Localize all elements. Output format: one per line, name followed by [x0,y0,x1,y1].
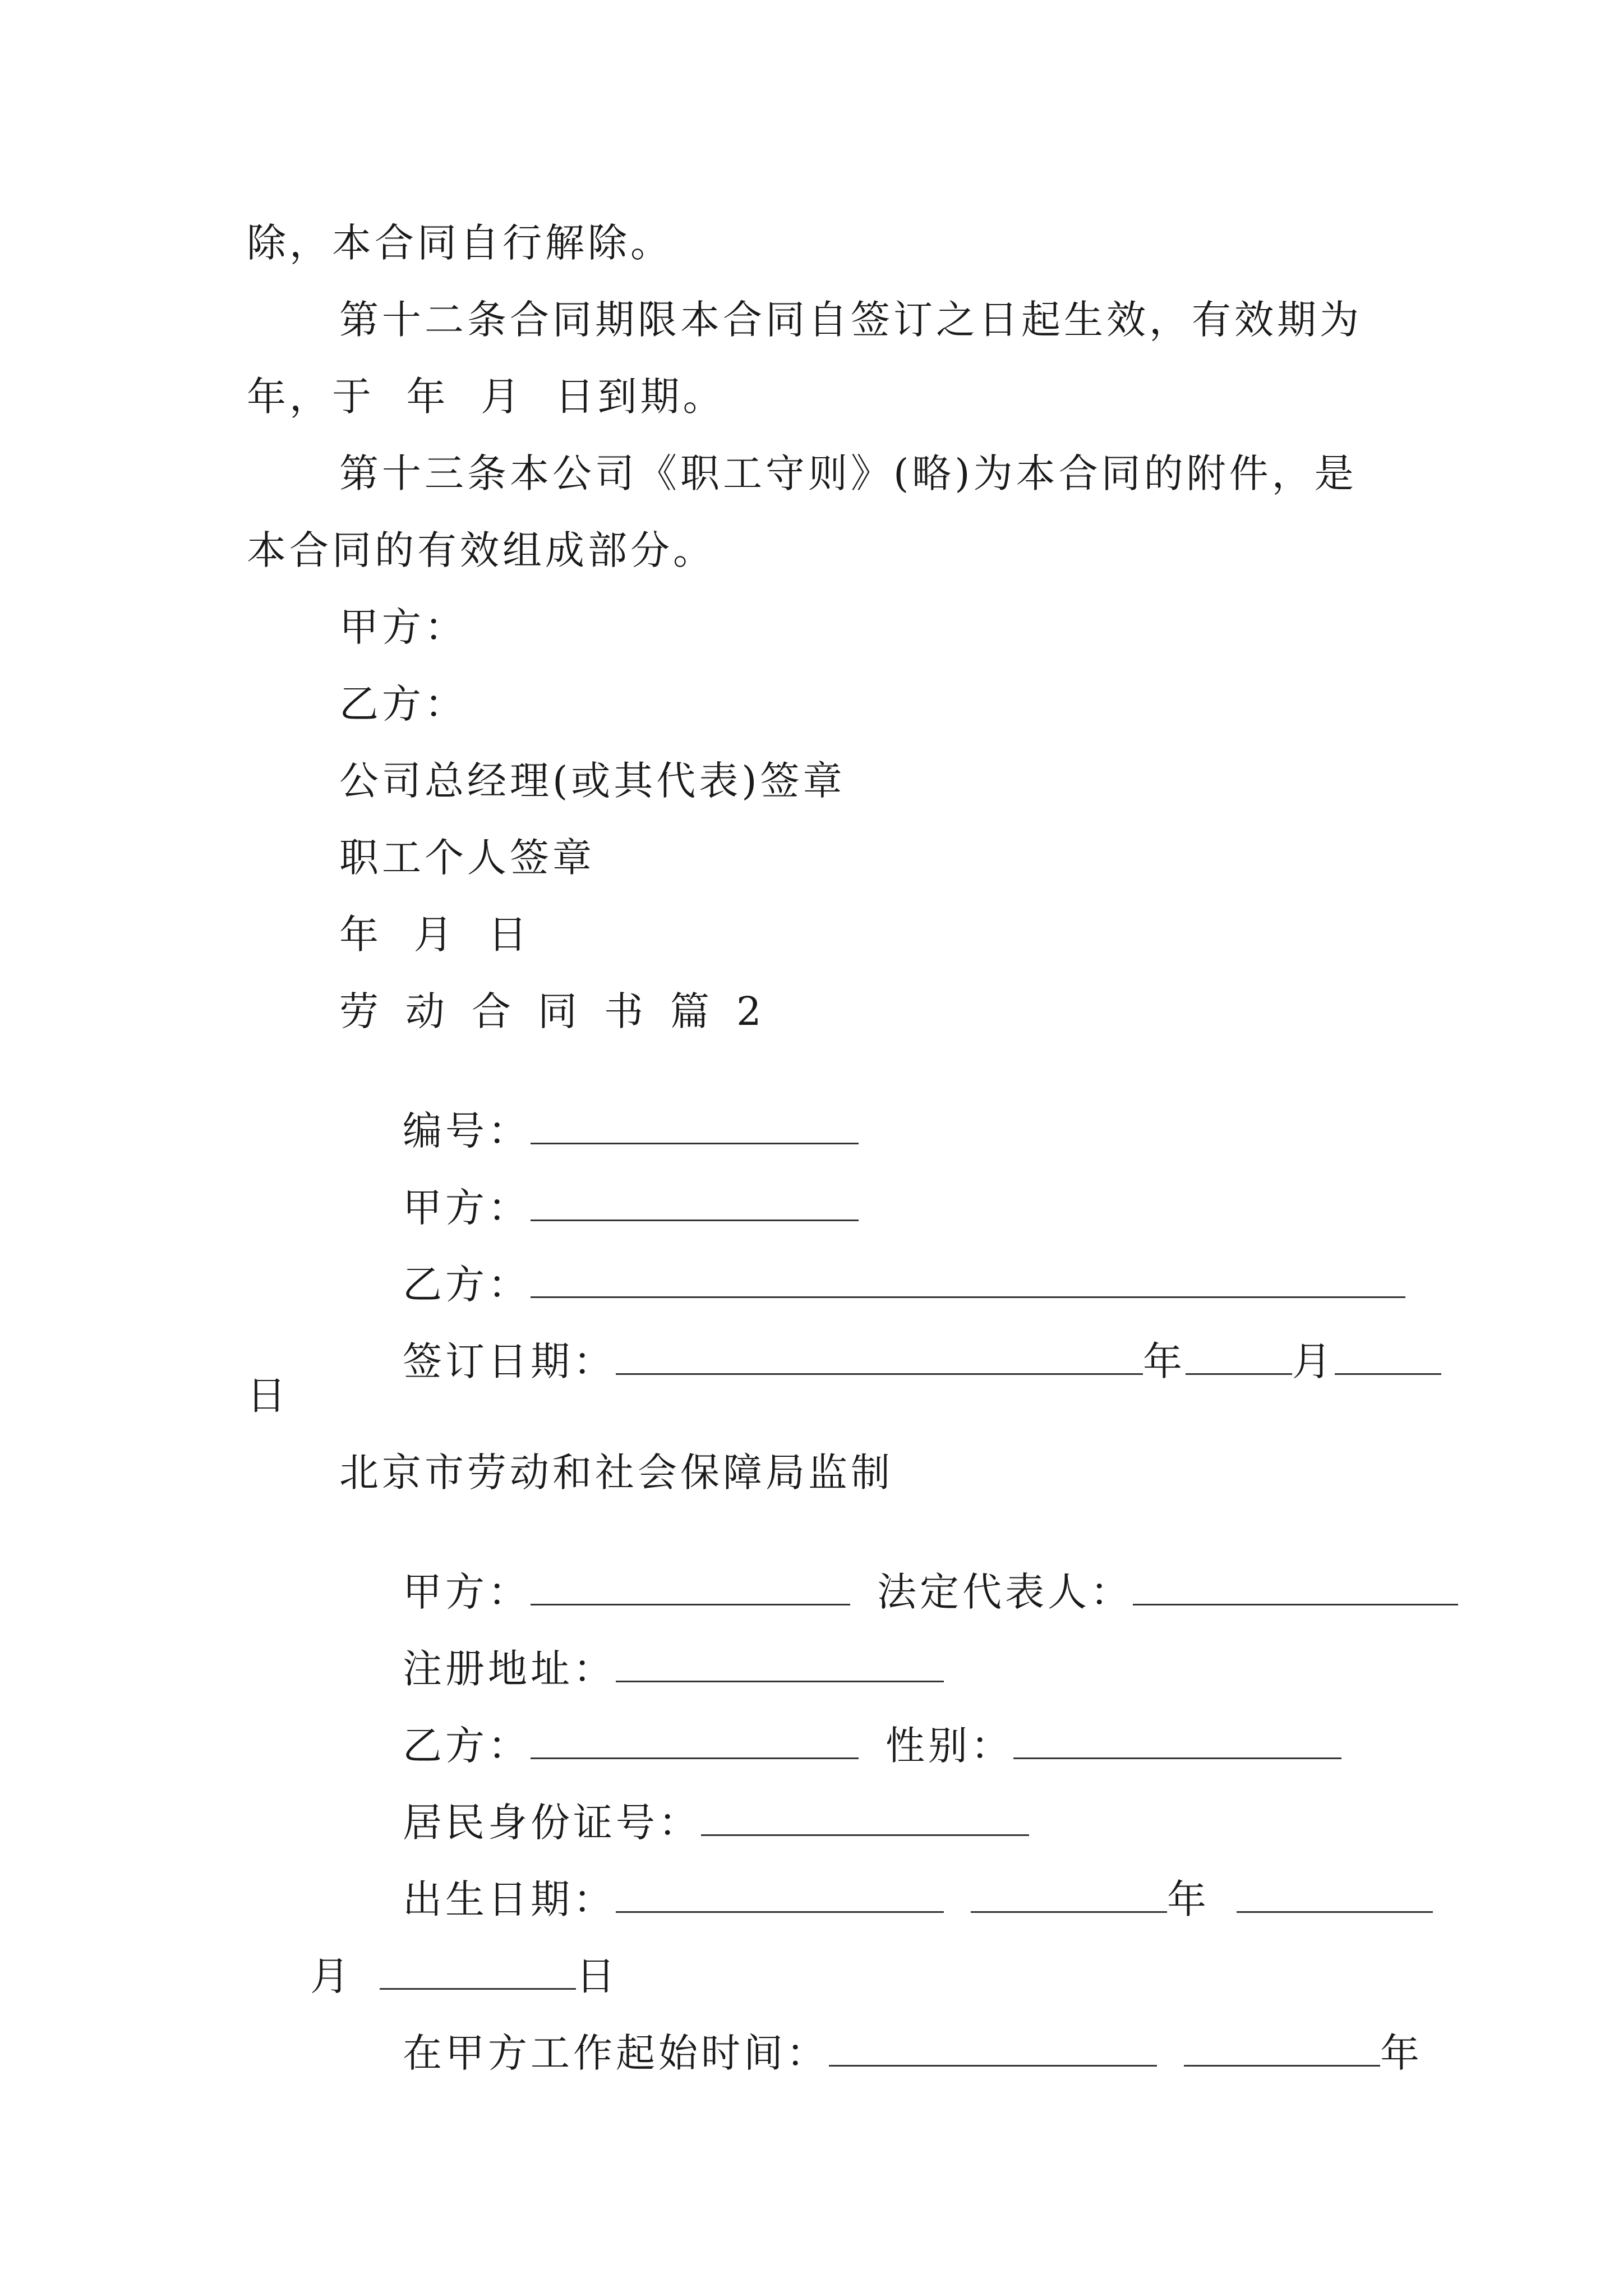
text-line: 第十二条合同期限本合同自签订之日起生效，有效期为 [339,297,1362,343]
text-line: 年，于 年 月 日到期。 [247,374,726,420]
birth-day-field[interactable] [380,1953,576,1990]
text-line: 本合同的有效组成部分。 [247,527,716,573]
sign-date-month-field[interactable] [1186,1338,1292,1375]
reg-address-label: 注册地址： [403,1646,616,1692]
party-b-field[interactable] [531,1262,1405,1298]
party-a2-field[interactable] [531,1569,850,1605]
supervisor-line: 北京市劳动和社会保障局监制 [339,1450,893,1496]
start-field[interactable] [829,2030,1157,2067]
birth-field[interactable] [616,1876,944,1913]
party-a-field-label: 甲方： [403,1185,531,1231]
text-line: 第十三条本公司《职工守则》(略)为本合同的附件，是 [339,450,1357,496]
text-line: 除，本合同自行解除。 [247,220,673,266]
birth-year-field[interactable] [971,1876,1167,1913]
start-time-row [339,1991,1423,2112]
party-a2-label: 甲方： [403,1569,531,1615]
birth-month-label: 月 [310,1953,353,1999]
day-label: 日 [247,1373,289,1419]
party-b-field-label: 乙方： [403,1262,531,1308]
birth-month-field[interactable] [1237,1876,1433,1913]
gender-label: 性别： [886,1723,1014,1769]
sign-date-label: 签订日期： [403,1338,616,1384]
date-line: 年 月 日 [339,912,531,958]
party-b2-field[interactable] [531,1723,859,1759]
sign-date-day-field[interactable] [1335,1338,1441,1375]
gender-field[interactable] [1013,1723,1341,1759]
reg-address-field[interactable] [616,1646,944,1682]
sign-date-year-field[interactable] [616,1338,1143,1375]
party-b-label: 乙方： [339,681,467,727]
start-year-label: 年 [1380,2030,1423,2076]
number-field[interactable] [531,1108,859,1144]
party-a-field[interactable] [531,1185,859,1221]
section-title: 劳动合同书篇2 [339,988,789,1034]
birth-year-label: 年 [1167,1876,1210,1922]
number-label: 编号： [403,1108,531,1154]
legal-rep-field[interactable] [1133,1569,1458,1605]
manager-signature-label: 公司总经理(或其代表)签章 [339,758,846,804]
id-label: 居民身份证号： [403,1800,702,1846]
sign-date-row [339,1299,1441,1420]
employee-signature-label: 职工个人签章 [339,835,595,881]
id-field[interactable] [701,1800,1029,1836]
party-a-label: 甲方： [339,604,467,650]
month-label: 月 [1292,1338,1335,1384]
party-b2-label: 乙方： [403,1723,531,1769]
start-label: 在甲方工作起始时间： [403,2030,829,2076]
start-year-field[interactable] [1184,2030,1380,2067]
legal-rep-label: 法定代表人： [877,1569,1133,1615]
birth-day-label: 日 [576,1953,619,1999]
birth-label: 出生日期： [403,1876,616,1922]
year-label: 年 [1143,1338,1186,1384]
